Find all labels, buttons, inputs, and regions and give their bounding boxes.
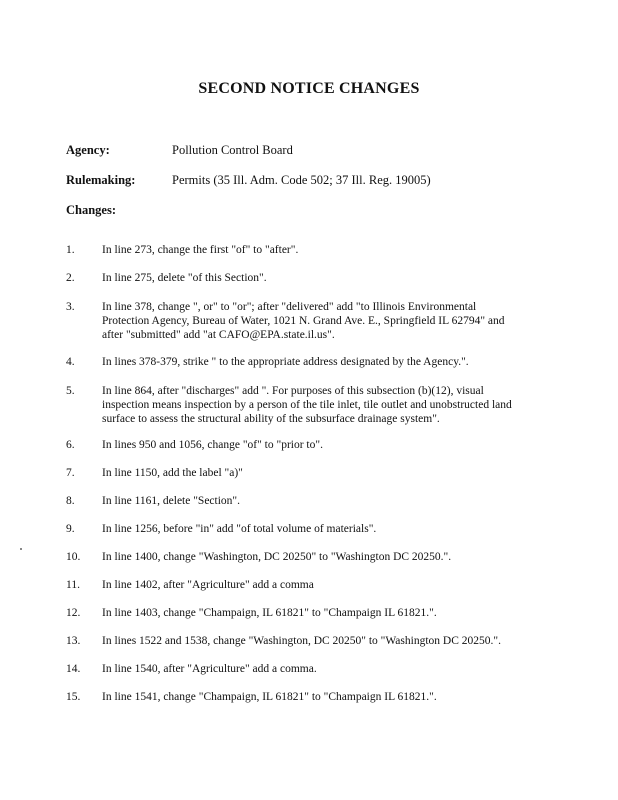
- change-number: 11.: [66, 579, 80, 591]
- agency-value: Pollution Control Board: [172, 143, 293, 157]
- change-text: In lines 378-379, strike " to the appropriate address designated by the Agency.".: [102, 356, 469, 368]
- agency-label: Agency:: [66, 143, 110, 157]
- change-number: 5.: [66, 385, 75, 397]
- change-text: In line 1400, change "Washington, DC 20250" to "Washington DC 20250.".: [102, 551, 452, 563]
- change-number: 3.: [66, 301, 75, 313]
- page-title: SECOND NOTICE CHANGES: [198, 80, 420, 97]
- change-number: 2.: [66, 272, 75, 284]
- change-text: In line 864, after "discharges" add ". For purposes of this subsection (b)(12), visual inspection means inspection by a person of the tile inlet, tile outlet and unobstructed land surface to assess the structural ability of the subsurface drainage system".: [102, 385, 512, 425]
- changes-heading: Changes:: [66, 203, 117, 217]
- change-text: In line 378, change ", or" to "or"; after "delivered" add "to Illinois Environmental Protection Agency, Bureau of Water, 1021 N. Grand Ave. E., Springfield IL 62794" and after "submitted" add "at CAFO@EPA.state.il.us".: [102, 301, 505, 341]
- change-text: In line 1402, after "Agriculture" add a comma: [102, 579, 314, 591]
- change-number: 4.: [66, 356, 75, 368]
- change-number: 9.: [66, 523, 75, 535]
- change-number: 7.: [66, 467, 75, 479]
- change-text: In line 1161, delete "Section".: [102, 495, 240, 507]
- change-number: 1.: [66, 244, 75, 256]
- scan-speck: [20, 548, 22, 550]
- change-number: 10.: [66, 551, 81, 563]
- change-number: 6.: [66, 439, 75, 451]
- change-text: In line 1150, add the label "a)": [102, 467, 243, 479]
- change-text: In line 1541, change "Champaign, IL 61821" to "Champaign IL 61821.".: [102, 691, 437, 703]
- change-text: In lines 950 and 1056, change "of" to "prior to".: [102, 439, 323, 451]
- change-text: In line 273, change the first "of" to "after".: [102, 244, 299, 256]
- rulemaking-label: Rulemaking:: [66, 173, 136, 187]
- change-number: 8.: [66, 495, 75, 507]
- change-number: 12.: [66, 607, 81, 619]
- change-text: In line 275, delete "of this Section".: [102, 272, 267, 284]
- change-number: 15.: [66, 691, 81, 703]
- change-text: In lines 1522 and 1538, change "Washington, DC 20250" to "Washington DC 20250.".: [102, 635, 501, 647]
- change-number: 13.: [66, 635, 81, 647]
- change-text: In line 1540, after "Agriculture" add a comma.: [102, 663, 317, 675]
- change-text: In line 1403, change "Champaign, IL 61821" to "Champaign IL 61821.".: [102, 607, 437, 619]
- change-text: In line 1256, before "in" add "of total volume of materials".: [102, 523, 377, 535]
- change-number: 14.: [66, 663, 81, 675]
- rulemaking-value: Permits (35 Ill. Adm. Code 502; 37 Ill. Reg. 19005): [172, 173, 431, 187]
